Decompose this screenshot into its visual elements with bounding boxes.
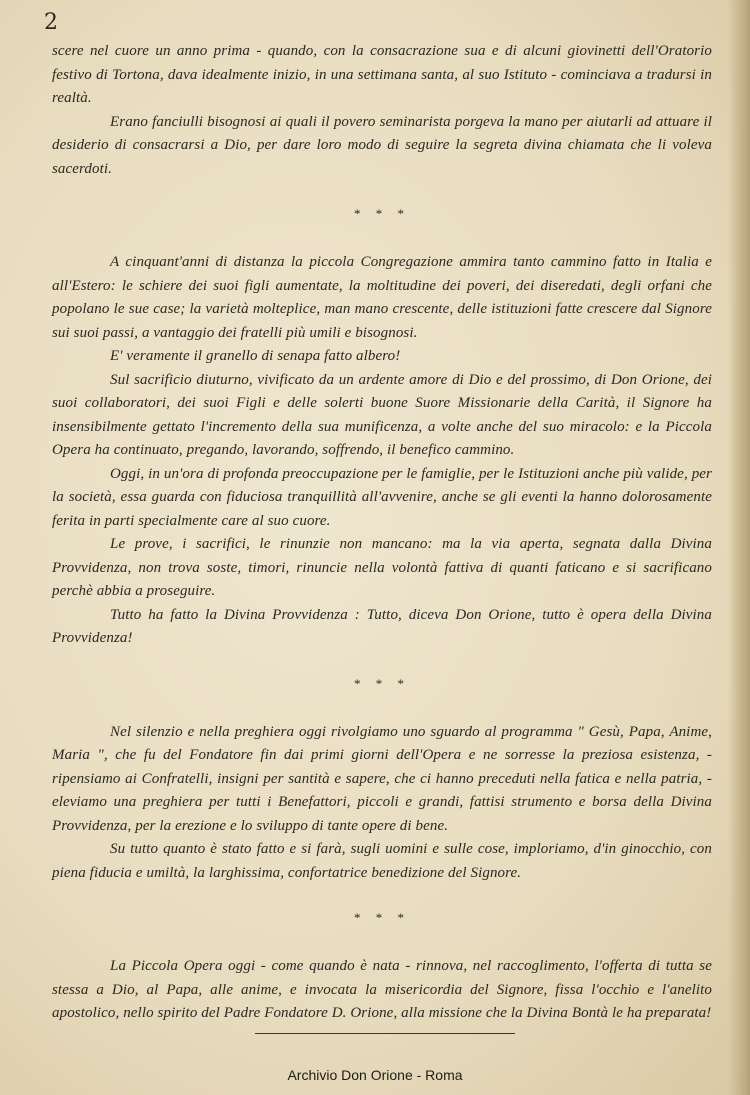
document-body (52, 40, 712, 1026)
paragraph-4: E' veramente il granello di senapa fatto albero! (110, 348, 401, 364)
archive-footer: Archivio Don Orione - Roma (287, 1067, 463, 1083)
paragraph-11: La Piccola Opera oggi - come quando è nata - rinnova, nel raccoglimento, l'offerta di tutta se stessa a Dio, al Papa, alle anime, e invocata la misericordia del Signore, fissa l'occhio e l'anelito apostolico, nello spirito del Padre Fondatore D. Orione, alla missione che la Divina Bontà le ha preparata! (52, 958, 712, 1021)
paragraph-10: Su tutto quanto è stato fatto e si farà, sugli uomini e sulle cose, imploriamo, d'in ginocchio, con piena fiducia e umiltà, la larghissima, confortatrice benedizione del Signore. (52, 841, 712, 881)
paragraph-9: Nel silenzio e nella preghiera oggi rivolgiamo uno sguardo al programma " Gesù, Papa, Anime, Maria ", che fu del Fondatore fin dai primi giorni dell'Opera e ne sorresse la preziosa esistenza, - ripensiamo ai Confratelli, insigni per santità e sapere, che ci hanno preceduti nella fatica e nella patria, - eleviamo una preghiera per tutti i Benefattori, piccoli e grandi, fattisi strumento e borsa della Divina Provvidenza, per la erezione e lo sviluppo di tante opere di bene. (52, 723, 712, 834)
paragraph-7: Le prove, i sacrifici, le rinunzie non mancano: ma la via aperta, segnata dalla Divina Provvidenza, non trova soste, timori, rinuncie nella volontà fattiva di quanti faticano e si sacrificano perchè abbia a proseguire. (52, 536, 712, 599)
closing-rule (255, 1033, 515, 1034)
paragraph-5: Sul sacrificio diuturno, vivificato da un ardente amore di Dio e del prossimo, di Don Orione, dei suoi collaboratori, dei suoi Figli e delle solerti buone Suore Missionarie della Carità, il Signore ha insensibilmente gettato l'incremento della sua munificenza, a volte anche del suo miracolo: e la Piccola Opera ha continuato, pregando, lavorando, soffrendo, il benefico cammino. (52, 371, 712, 458)
page-edge-shadow (728, 0, 750, 1095)
paragraph-6: Oggi, in un'ora di profonda preoccupazione per le famiglie, per le Istituzioni anche più valide, per la società, essa guarda con fiduciosa tranquillità all'avvenire, anche se gli eventi la hanno dolorosamente ferita in parti specialmente care al suo cuore. (52, 465, 712, 529)
paragraph-1: scere nel cuore un anno prima - quando, con la consacrazione sua e di alcuni giovinetti dell'Oratorio festivo di Tortona, dava idealmente inizio, in una settimana santa, al suo Istituto - cominciava a tradursi in realtà. (52, 43, 712, 106)
paragraph-3: A cinquant'anni di distanza la piccola Congregazione ammira tanto cammino fatto in Italia e all'Estero: le schiere dei suoi figli aumentate, la moltitudine dei poveri, dei diseredati, degli orfani che popolano le sue case; la varietà molteplice, man mano crescente, delle istituzioni fatte crescere dal Signore sui suoi passi, a vantaggio dei fratelli più umili e bisognosi. (52, 254, 712, 341)
paragraph-2: Erano fanciulli bisognosi ai quali il povero seminarista porgeva la mano per aiutarli ad attuare il desiderio di consacrarsi a Dio, per dare loro modo di seguire la segreta divina chiamata che li voleva sacerdoti. (52, 113, 712, 177)
section-separator-2: * * * (354, 675, 410, 691)
paragraph-8: Tutto ha fatto la Divina Provvidenza : Tutto, diceva Don Orione, tutto è opera della Divina Provvidenza! (52, 606, 712, 646)
section-separator-3: * * * (354, 910, 410, 925)
section-separator-1: * * * (354, 206, 410, 221)
page-number: 2 (44, 10, 58, 35)
